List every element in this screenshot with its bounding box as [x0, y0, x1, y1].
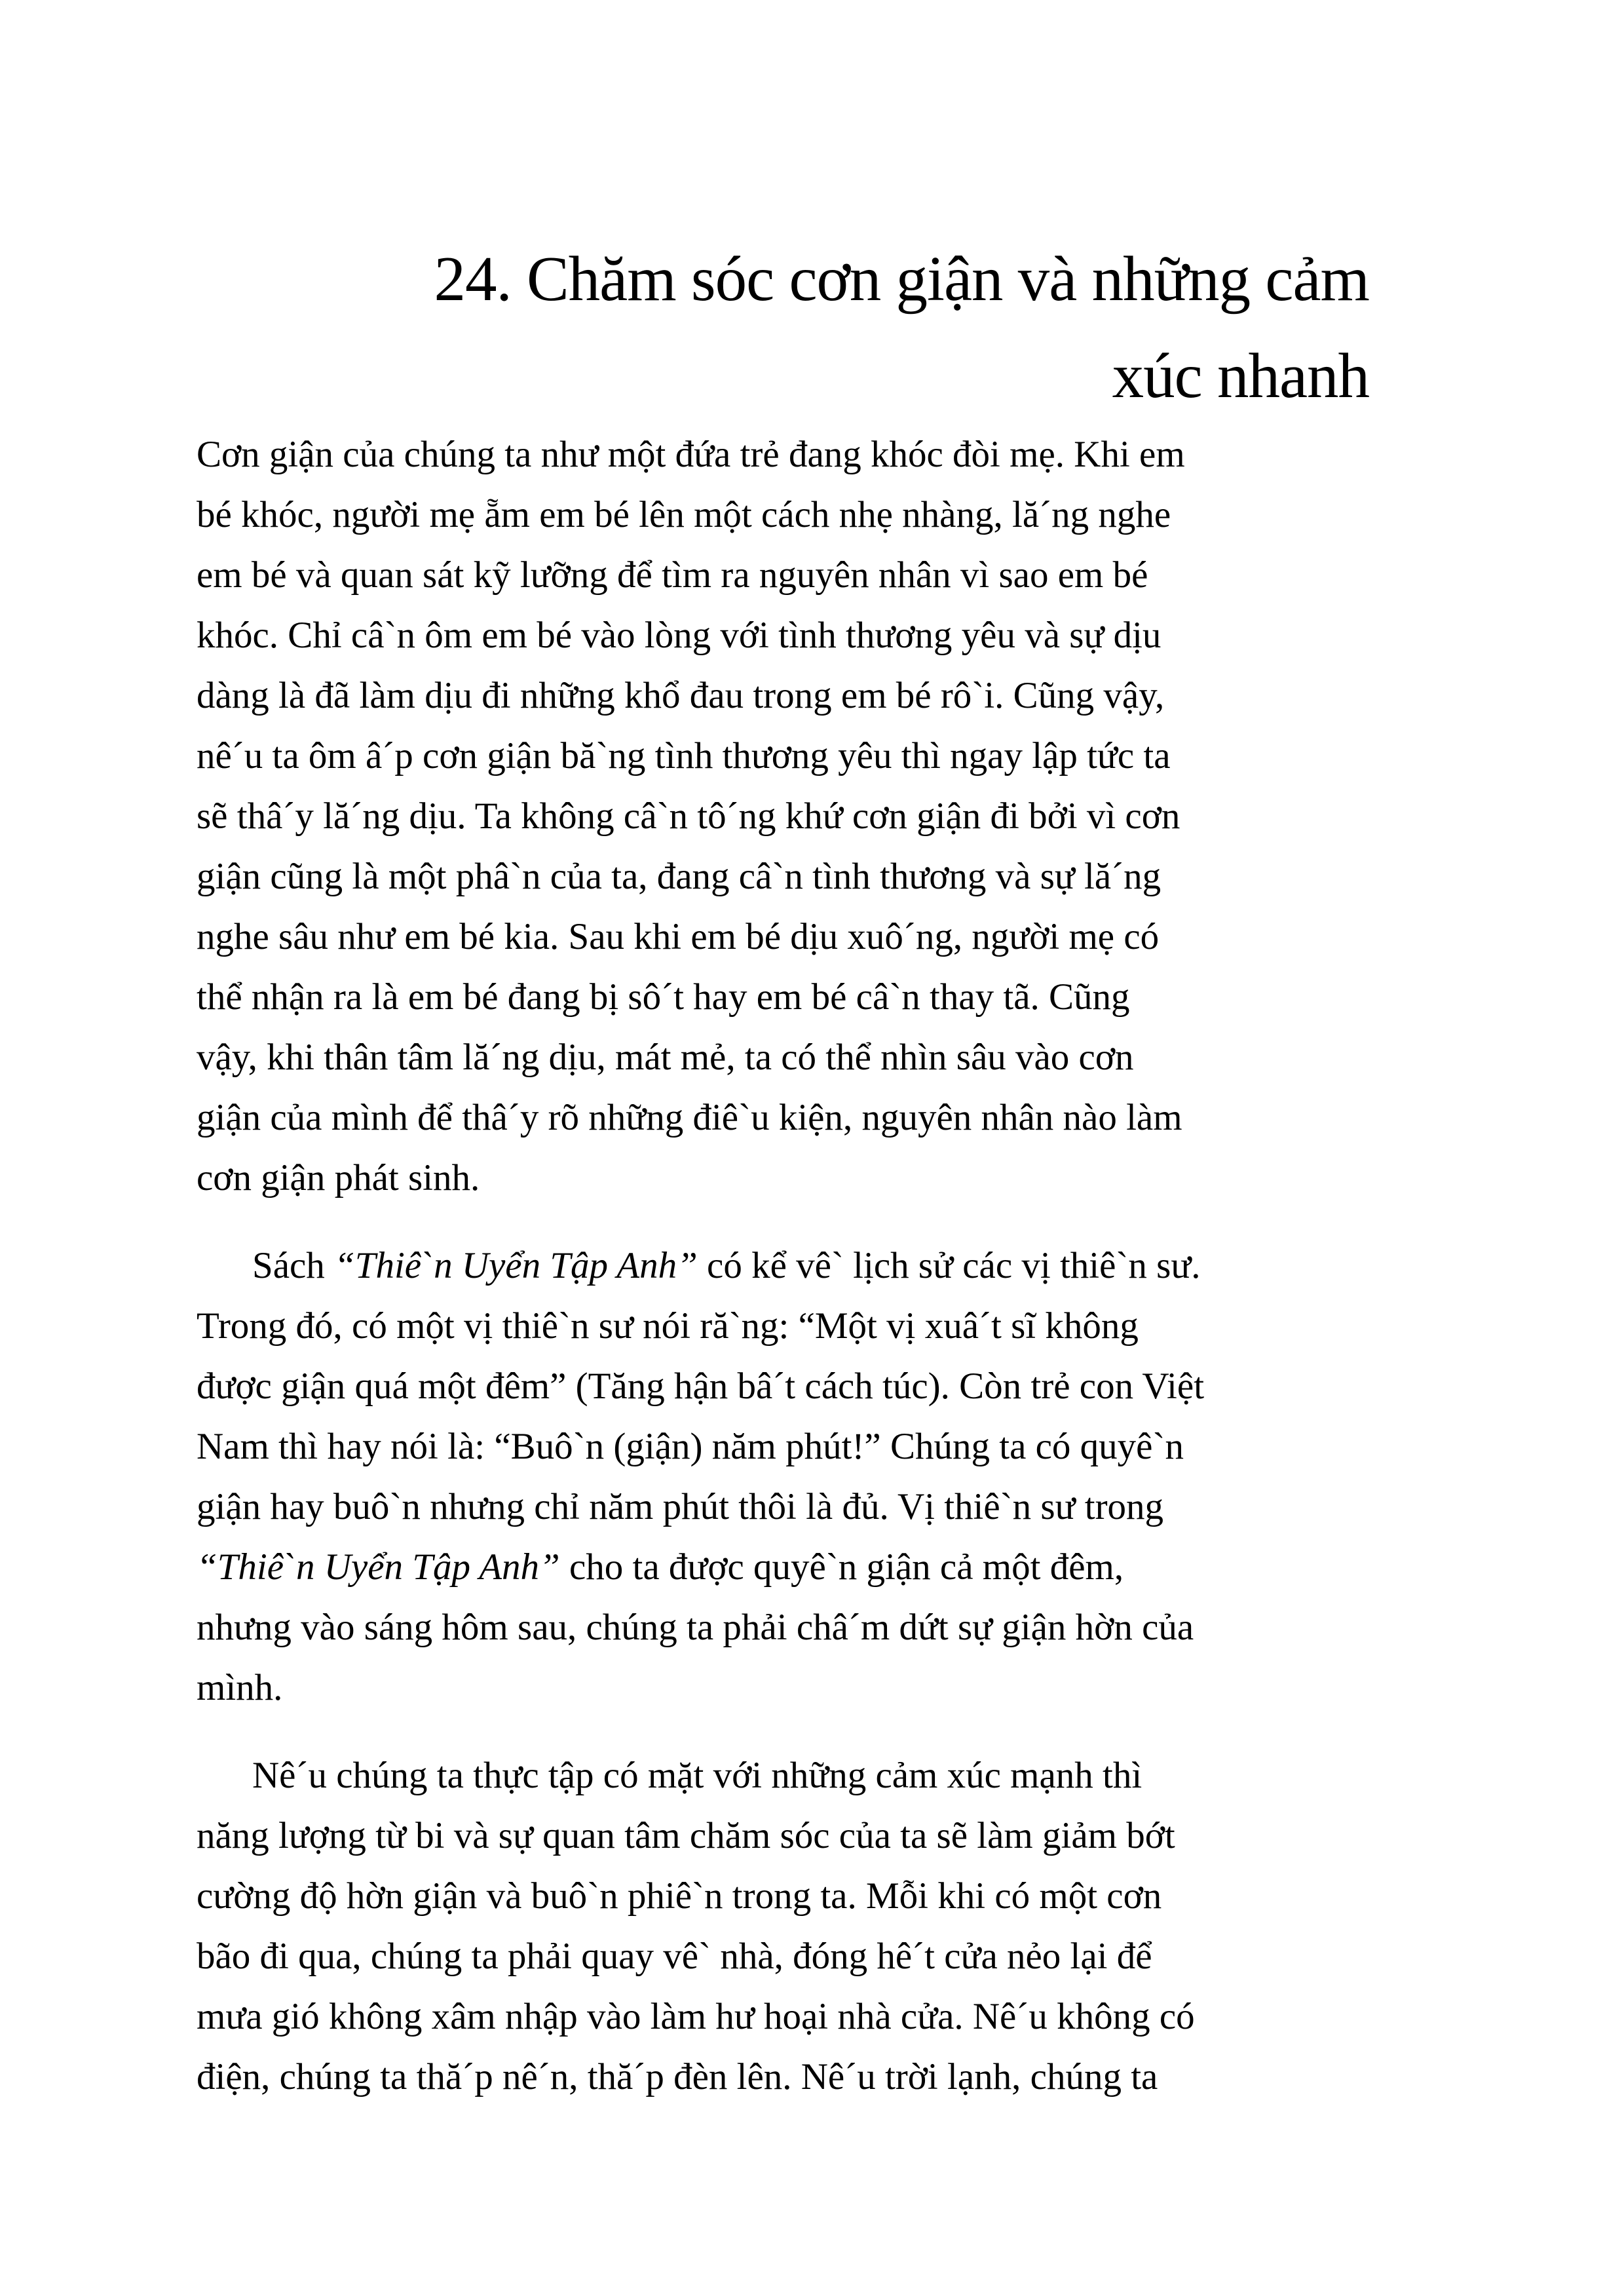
text-line: Sách “Thiêˋn Uyển Tập Anh” có kể vêˋ lịch sử các vị thiêˋn sư. — [252, 1245, 1201, 1286]
text-line: sẽ thâˊy lăˊng dịu. Ta không câˋn tôˊng khứ cơn giận đi bởi vì cơn — [197, 795, 1180, 837]
text-line: Cơn giận của chúng ta như một đứa trẻ đang khóc đòi mẹ. Khi em — [197, 434, 1185, 475]
text-line: khóc. Chỉ câˋn ôm em bé vào lòng với tình thương yêu và sự dịu — [197, 615, 1161, 656]
text-line: vậy, khi thân tâm lăˊng dịu, mát mẻ, ta có thể nhìn sâu vào cơn — [197, 1037, 1134, 1078]
text-line: nhưng vào sáng hôm sau, chúng ta phải châˊm dứt sự giận hờn của — [197, 1607, 1194, 1648]
text-line: em bé và quan sát kỹ lưỡng để tìm ra nguyên nhân vì sao em bé — [197, 554, 1148, 596]
text-line: cơn giận phát sinh. — [197, 1157, 480, 1198]
text-line: năng lượng từ bi và sự quan tâm chăm sóc của ta sẽ làm giảm bớt — [197, 1815, 1175, 1856]
text-line: nêˊu ta ôm âˊp cơn giận băˋng tình thương yêu thì ngay lập tức ta — [197, 735, 1171, 776]
paragraph — [197, 1236, 1382, 1718]
chapter-title — [197, 231, 1369, 425]
chapter-title-line: 24. Chăm sóc cơn giận và những cảm — [434, 244, 1369, 314]
text-line: mưa gió không xâm nhập vào làm hư hoại nhà cửa. Nêˊu không có — [197, 1996, 1195, 2037]
text-line: dàng là đã làm dịu đi những khổ đau trong em bé rôˋi. Cũng vậy, — [197, 675, 1165, 716]
text-line: thể nhận ra là em bé đang bị sôˊt hay em bé câˋn thay tã. Cũng — [197, 976, 1130, 1018]
text-line: bão đi qua, chúng ta phải quay vêˋ nhà, đóng hêˊt cửa nẻo lại để — [197, 1936, 1152, 1977]
text-line: được giận quá một đêm” (Tăng hận bâˊt cách túc). Còn trẻ con Việt — [197, 1366, 1205, 1407]
text-line: cường độ hờn giận và buôˋn phiêˋn trong ta. Mỗi khi có một cơn — [197, 1875, 1162, 1917]
text-line: nghe sâu như em bé kia. Sau khi em bé dịu xuôˊng, người mẹ có — [197, 916, 1160, 957]
paragraph — [197, 425, 1382, 1208]
text-line: mình. — [197, 1667, 283, 1708]
text-line: bé khóc, người mẹ ẵm em bé lên một cách nhẹ nhàng, lăˊng nghe — [197, 494, 1171, 535]
text-line: giận hay buôˋn nhưng chỉ năm phút thôi là đủ. Vị thiêˋn sư trong — [197, 1486, 1164, 1527]
text-line: giận cũng là một phâˋn của ta, đang câˋn tình thương và sự lăˊng — [197, 856, 1161, 897]
text-line: Nêˊu chúng ta thực tập có mặt với những cảm xúc mạnh thì — [252, 1755, 1142, 1796]
text-line: Trong đó, có một vị thiêˋn sư nói răˋng: “Một vị xuâˊt sĩ không — [197, 1305, 1139, 1347]
text-line: “Thiêˋn Uyển Tập Anh” cho ta được quyêˋn giận cả một đêm, — [197, 1546, 1124, 1588]
paragraph — [197, 1746, 1382, 2107]
text-line: Nam thì hay nói là: “Buôˋn (giận) năm phút!” Chúng ta có quyêˋn — [197, 1426, 1184, 1467]
chapter-title-line: xúc nhanh — [1112, 341, 1369, 411]
text-line: điện, chúng ta thăˊp nêˊn, thăˊp đèn lên. Nêˊu trời lạnh, chúng ta — [197, 2056, 1158, 2097]
text-line: giận của mình để thâˊy rõ những điêˋu kiện, nguyên nhân nào làm — [197, 1097, 1182, 1138]
body-text — [197, 425, 1382, 2135]
